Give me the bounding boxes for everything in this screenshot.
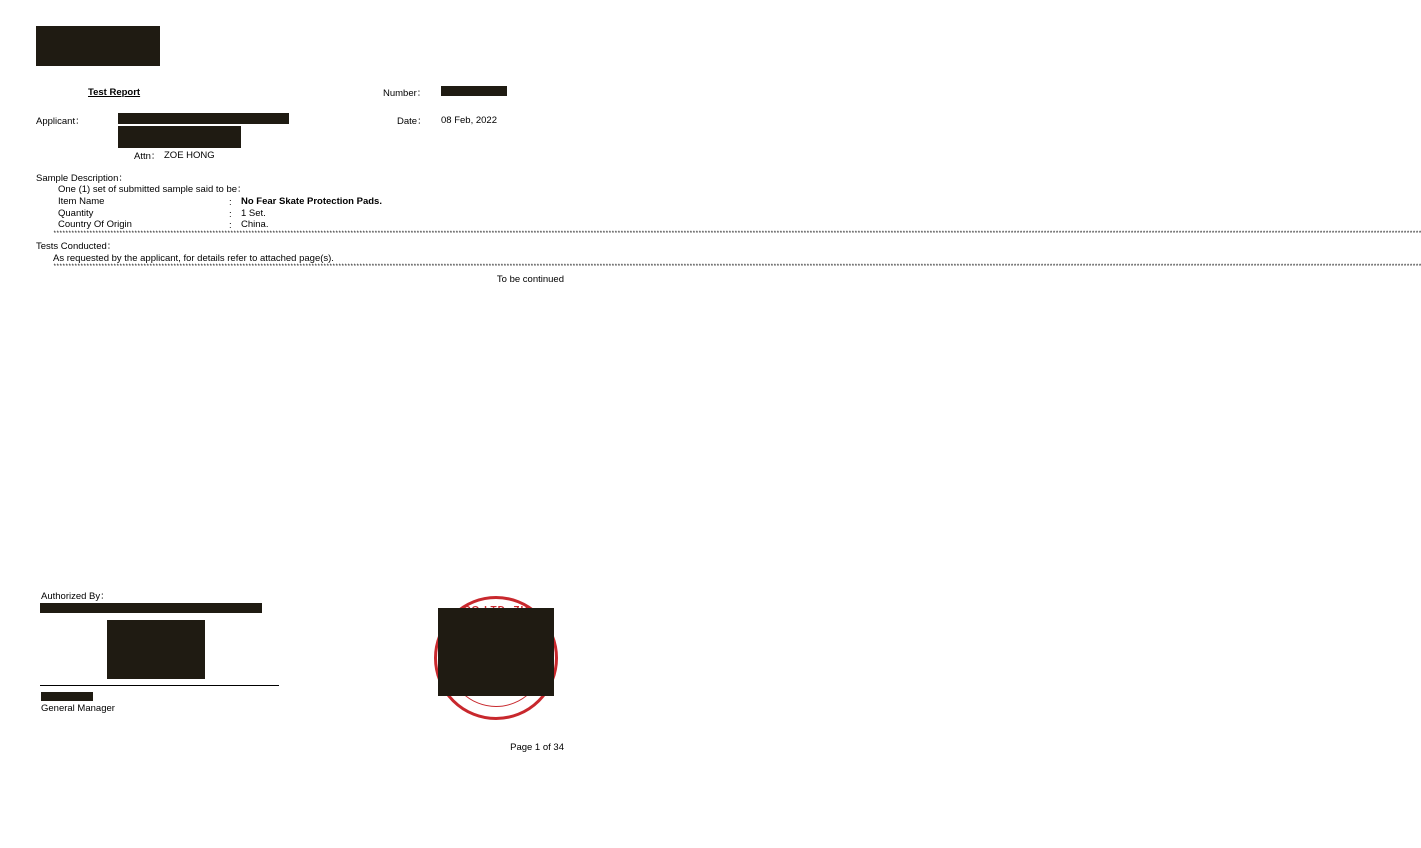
quantity-sep: : — [229, 209, 232, 220]
star-divider: ************************************************************************************************************************************************************************************************************************************************************************************************************************************************************************************************************************************************************************ — [53, 263, 1421, 270]
number-label: Number： — [383, 88, 427, 99]
item-name-sep: : — [229, 197, 232, 208]
applicant-label: Applicant： — [36, 116, 85, 127]
authorized-label: Authorized By： — [41, 591, 110, 602]
signer-title: General Manager — [41, 703, 115, 714]
redacted-company-name — [40, 603, 262, 613]
redacted-applicant-name — [118, 113, 289, 124]
country-label: Country Of Origin — [58, 219, 132, 230]
sample-heading: Sample Description： — [36, 173, 128, 184]
date-label: Date： — [397, 116, 427, 127]
quantity-value: 1 Set. — [241, 208, 266, 219]
country-sep: : — [229, 220, 232, 231]
item-name-label: Item Name — [58, 196, 105, 207]
redacted-number — [441, 86, 507, 96]
redacted-applicant-address — [118, 126, 241, 148]
date-value: 08 Feb, 2022 — [441, 115, 497, 126]
page-number: Page 1 of 34 — [510, 742, 564, 753]
tests-heading: Tests Conducted： — [36, 241, 117, 252]
item-name-value: No Fear Skate Protection Pads. — [241, 196, 382, 207]
redacted-signature — [107, 620, 205, 679]
redacted-signer-name — [41, 692, 93, 701]
star-divider: ************************************************************************************************************************************************************************************************************************************************************************************************************************************************************************************************************************************************************************ — [53, 230, 1421, 237]
to-be-continued: To be continued — [496, 274, 564, 285]
tests-text: As requested by the applicant, for details refer to attached page(s). — [53, 253, 334, 264]
attn-label: Attn： — [134, 151, 161, 162]
quantity-label: Quantity — [58, 208, 94, 219]
redacted-logo — [36, 26, 160, 66]
signature-line — [40, 685, 279, 686]
report-title: Test Report — [88, 87, 141, 98]
sample-intro: One (1) set of submitted sample said to be： — [58, 184, 247, 195]
country-value: China. — [241, 219, 269, 230]
attn-value: ZOE HONG — [164, 150, 215, 161]
redacted-seal — [438, 608, 554, 696]
